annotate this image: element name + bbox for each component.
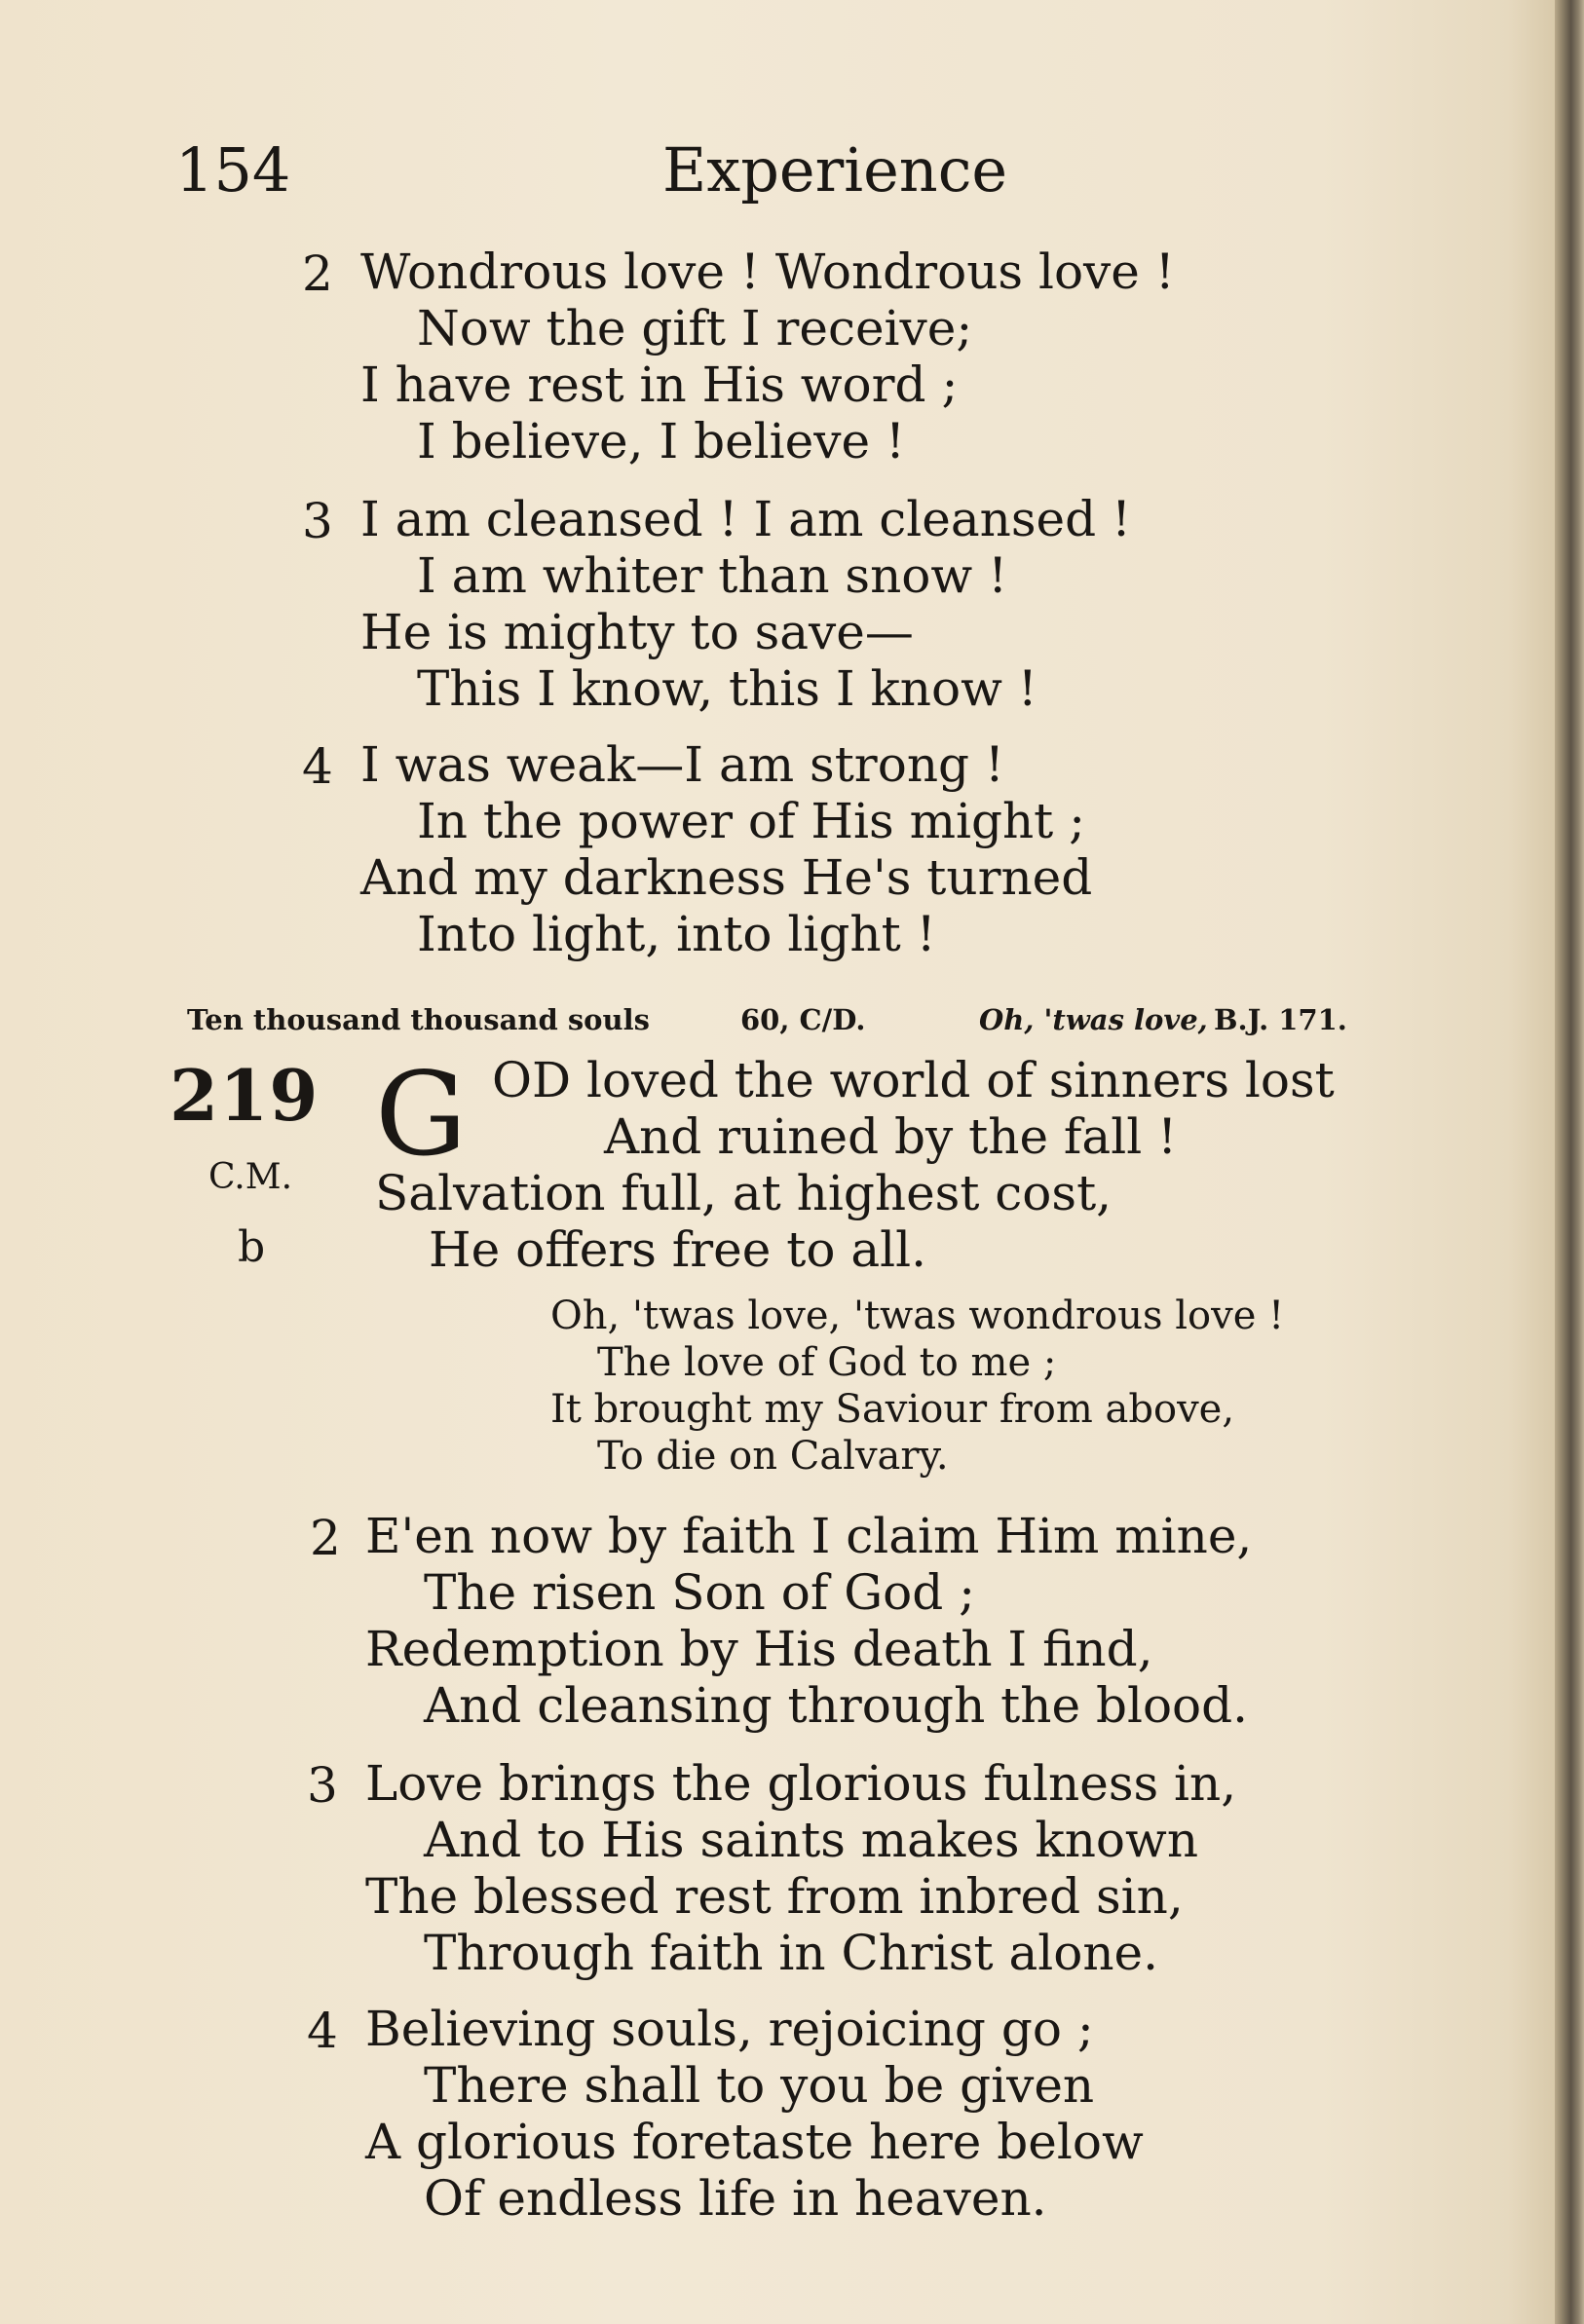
verse-number: 2 xyxy=(302,245,333,302)
verse-line: Believing souls, rejoicing go ; xyxy=(365,2001,1094,2057)
verse-line: OD loved the world of sinners lost xyxy=(492,1052,1335,1108)
page-edge xyxy=(1555,0,1584,2324)
verse-line: And ruined by the fall ! xyxy=(604,1108,1178,1165)
verse-line: The blessed rest from inbred sin, xyxy=(365,1868,1184,1925)
verse-line: Salvation full, at highest cost, xyxy=(375,1165,1113,1221)
tune-number: 60, C/D. xyxy=(740,1003,866,1036)
verse-line: Now the gift I receive; xyxy=(417,300,973,356)
verse-line: I am whiter than snow ! xyxy=(417,547,1008,604)
hymn-meter: C.M. xyxy=(208,1157,293,1197)
verse-line: And to His saints makes known xyxy=(424,1812,1199,1868)
tune-name: Ten thousand thousand souls xyxy=(187,1003,650,1036)
verse-number: 3 xyxy=(307,1757,338,1814)
verse-line: The risen Son of God ; xyxy=(424,1564,976,1621)
verse-number: 2 xyxy=(310,1510,341,1566)
verse-line: I believe, I believe ! xyxy=(417,413,906,469)
verse-line: There shall to you be given xyxy=(424,2057,1095,2114)
chorus-line: It brought my Saviour from above, xyxy=(550,1387,1235,1432)
verse-line: Redemption by His death I find, xyxy=(365,1621,1153,1677)
hymn-number: 219 xyxy=(170,1054,320,1137)
verse-line: He is mighty to save— xyxy=(360,604,914,660)
verse-number: 3 xyxy=(302,493,333,549)
page-number: 154 xyxy=(175,134,291,206)
verse-line: E'en now by faith I claim Him mine, xyxy=(365,1508,1253,1564)
tune-reference: B.J. 171. xyxy=(1214,1003,1347,1036)
verse-line: Into light, into light ! xyxy=(417,906,936,962)
chorus-line: The love of God to me ; xyxy=(597,1340,1057,1385)
chorus-line: To die on Calvary. xyxy=(597,1434,949,1479)
verse-line: Wondrous love ! Wondrous love ! xyxy=(360,244,1175,300)
verse-line: He offers free to all. xyxy=(429,1221,927,1278)
chorus-line: Oh, 'twas love, 'twas wondrous love ! xyxy=(550,1293,1285,1338)
verse-line: I was weak—I am strong ! xyxy=(360,736,1005,793)
verse-line: And cleansing through the blood. xyxy=(424,1677,1249,1734)
verse-line: I am cleansed ! I am cleansed ! xyxy=(360,491,1132,547)
verse-line: And my darkness He's turned xyxy=(360,849,1093,906)
verse-line: This I know, this I know ! xyxy=(417,660,1037,717)
verse-line: I have rest in His word ; xyxy=(360,356,959,413)
hymn-key: b xyxy=(238,1222,266,1272)
verse-number: 4 xyxy=(302,738,333,795)
drop-cap: G xyxy=(375,1047,468,1181)
verse-line: A glorious foretaste here below xyxy=(365,2114,1144,2170)
verse-number: 4 xyxy=(307,2003,338,2059)
section-title: Experience xyxy=(662,134,1008,206)
verse-line: Through faith in Christ alone. xyxy=(424,1925,1159,1981)
tune-title: Oh, 'twas love, xyxy=(979,1003,1208,1036)
verse-line: Love brings the glorious fulness in, xyxy=(365,1755,1237,1812)
verse-line: In the power of His might ; xyxy=(417,793,1086,849)
verse-line: Of endless life in heaven. xyxy=(424,2170,1047,2227)
